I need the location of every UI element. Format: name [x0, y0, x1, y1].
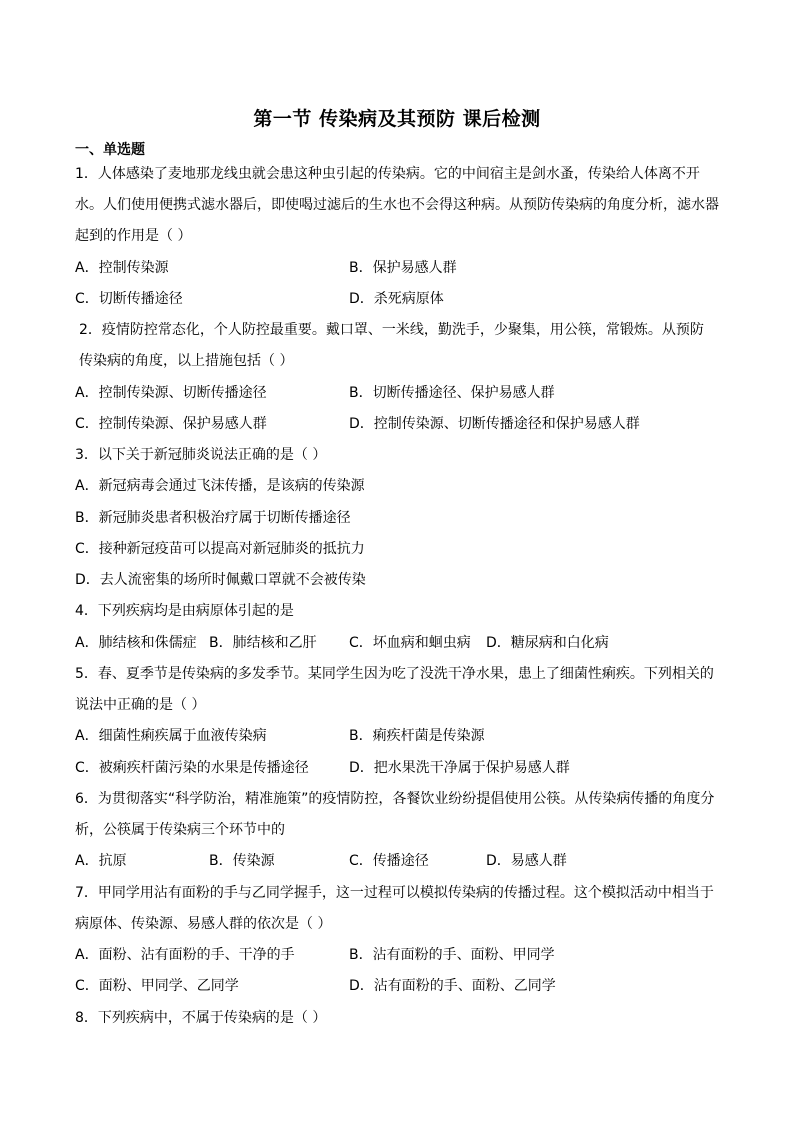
- q3-option-c: C．接种新冠疫苗可以提高对新冠肺炎的抵抗力: [75, 541, 365, 557]
- q6-option-d: D．易感人群: [486, 853, 567, 869]
- q1-stem-line1: 1．人体感染了麦地那龙线虫就会患这种虫引起的传染病。它的中间宿主是剑水蚤，传染给人体离不开: [75, 166, 700, 182]
- q6-option-c: C．传播途径: [349, 853, 429, 869]
- q5-option-b: B．痢疾杆菌是传染源: [349, 728, 485, 744]
- q4-option-d: D．糖尿病和白化病: [486, 635, 609, 651]
- q3-option-d: D．去人流密集的场所时佩戴口罩就不会被传染: [75, 572, 366, 588]
- q6-option-b: B．传染源: [209, 853, 275, 869]
- q6-stem-line1: 6．为贯彻落实“科学防治，精准施策”的疫情防控，各餐饮业纷纷提倡使用公筷。从传染病传播的角度分: [75, 791, 715, 807]
- section-heading: 一、单选题: [75, 142, 145, 158]
- q4-option-c: C．坏血病和蛔虫病: [349, 635, 471, 651]
- q3-option-b: B．新冠肺炎患者积极治疗属于切断传播途径: [75, 510, 351, 526]
- q2-option-a: A．控制传染源、切断传播途径: [75, 385, 267, 401]
- q2-stem-line1: 2．疫情防控常态化，个人防控最重要。戴口罩、一米线，勤洗手，少聚集，用公筷，常锻炼。从预防: [79, 322, 704, 338]
- q2-option-c: C．控制传染源、保护易感人群: [75, 416, 267, 432]
- q5-option-d: D．把水果洗干净属于保护易感人群: [349, 760, 570, 776]
- q5-stem-line2: 说法中正确的是（ ）: [75, 697, 206, 713]
- q1-option-c: C．切断传播途径: [75, 291, 183, 307]
- q1-stem-line3: 起到的作用是（ ）: [75, 228, 192, 244]
- q1-stem-line2: 水。人们使用便携式滤水器后，即使喝过滤后的生水也不会得这种病。从预防传染病的角度分析，滤水器: [75, 197, 719, 213]
- q5-option-c: C．被痢疾杆菌污染的水果是传播途径: [75, 760, 309, 776]
- q2-option-b: B．切断传播途径、保护易感人群: [349, 385, 555, 401]
- q7-option-c: C．面粉、甲同学、乙同学: [75, 978, 239, 994]
- q5-option-a: A．细菌性痢疾属于血液传染病: [75, 728, 267, 744]
- q7-option-d: D．沾有面粉的手、面粉、乙同学: [349, 978, 556, 994]
- q1-option-b: B．保护易感人群: [349, 260, 457, 276]
- page-title: 第一节 传染病及其预防 课后检测: [253, 108, 541, 130]
- q4-option-b: B．肺结核和乙肝: [209, 635, 317, 651]
- q1-option-a: A．控制传染源: [75, 260, 169, 276]
- q6-option-a: A．抗原: [75, 853, 127, 869]
- q7-option-b: B．沾有面粉的手、面粉、甲同学: [349, 947, 555, 963]
- q2-stem-line2: 传染病的角度，以上措施包括（ ）: [79, 353, 294, 369]
- q6-stem-line2: 析，公筷属于传染病三个环节中的: [75, 822, 285, 838]
- q7-stem-line2: 病原体、传染源、易感人群的依次是（ ）: [75, 916, 332, 932]
- q3-stem: 3．以下关于新冠肺炎说法正确的是（ ）: [75, 447, 327, 463]
- q3-option-a: A．新冠病毒会通过飞沫传播，是该病的传染源: [75, 478, 365, 494]
- q7-option-a: A．面粉、沾有面粉的手、干净的手: [75, 947, 295, 963]
- q4-stem: 4．下列疾病均是由病原体引起的是: [75, 603, 294, 619]
- q4-option-a: A．肺结核和侏儒症: [75, 635, 197, 651]
- q2-option-d: D．控制传染源、切断传播途径和保护易感人群: [349, 416, 640, 432]
- q1-option-d: D．杀死病原体: [349, 291, 444, 307]
- q8-stem: 8．下列疾病中，不属于传染病的是（ ）: [75, 1010, 327, 1026]
- q5-stem-line1: 5．春、夏季节是传染病的多发季节。某同学生因为吃了没洗干净水果，患上了细菌性痢疾。下列相关的: [75, 666, 714, 682]
- q7-stem-line1: 7．甲同学用沾有面粉的手与乙同学握手，这一过程可以模拟传染病的传播过程。这个模拟活动中相当于: [75, 885, 714, 901]
